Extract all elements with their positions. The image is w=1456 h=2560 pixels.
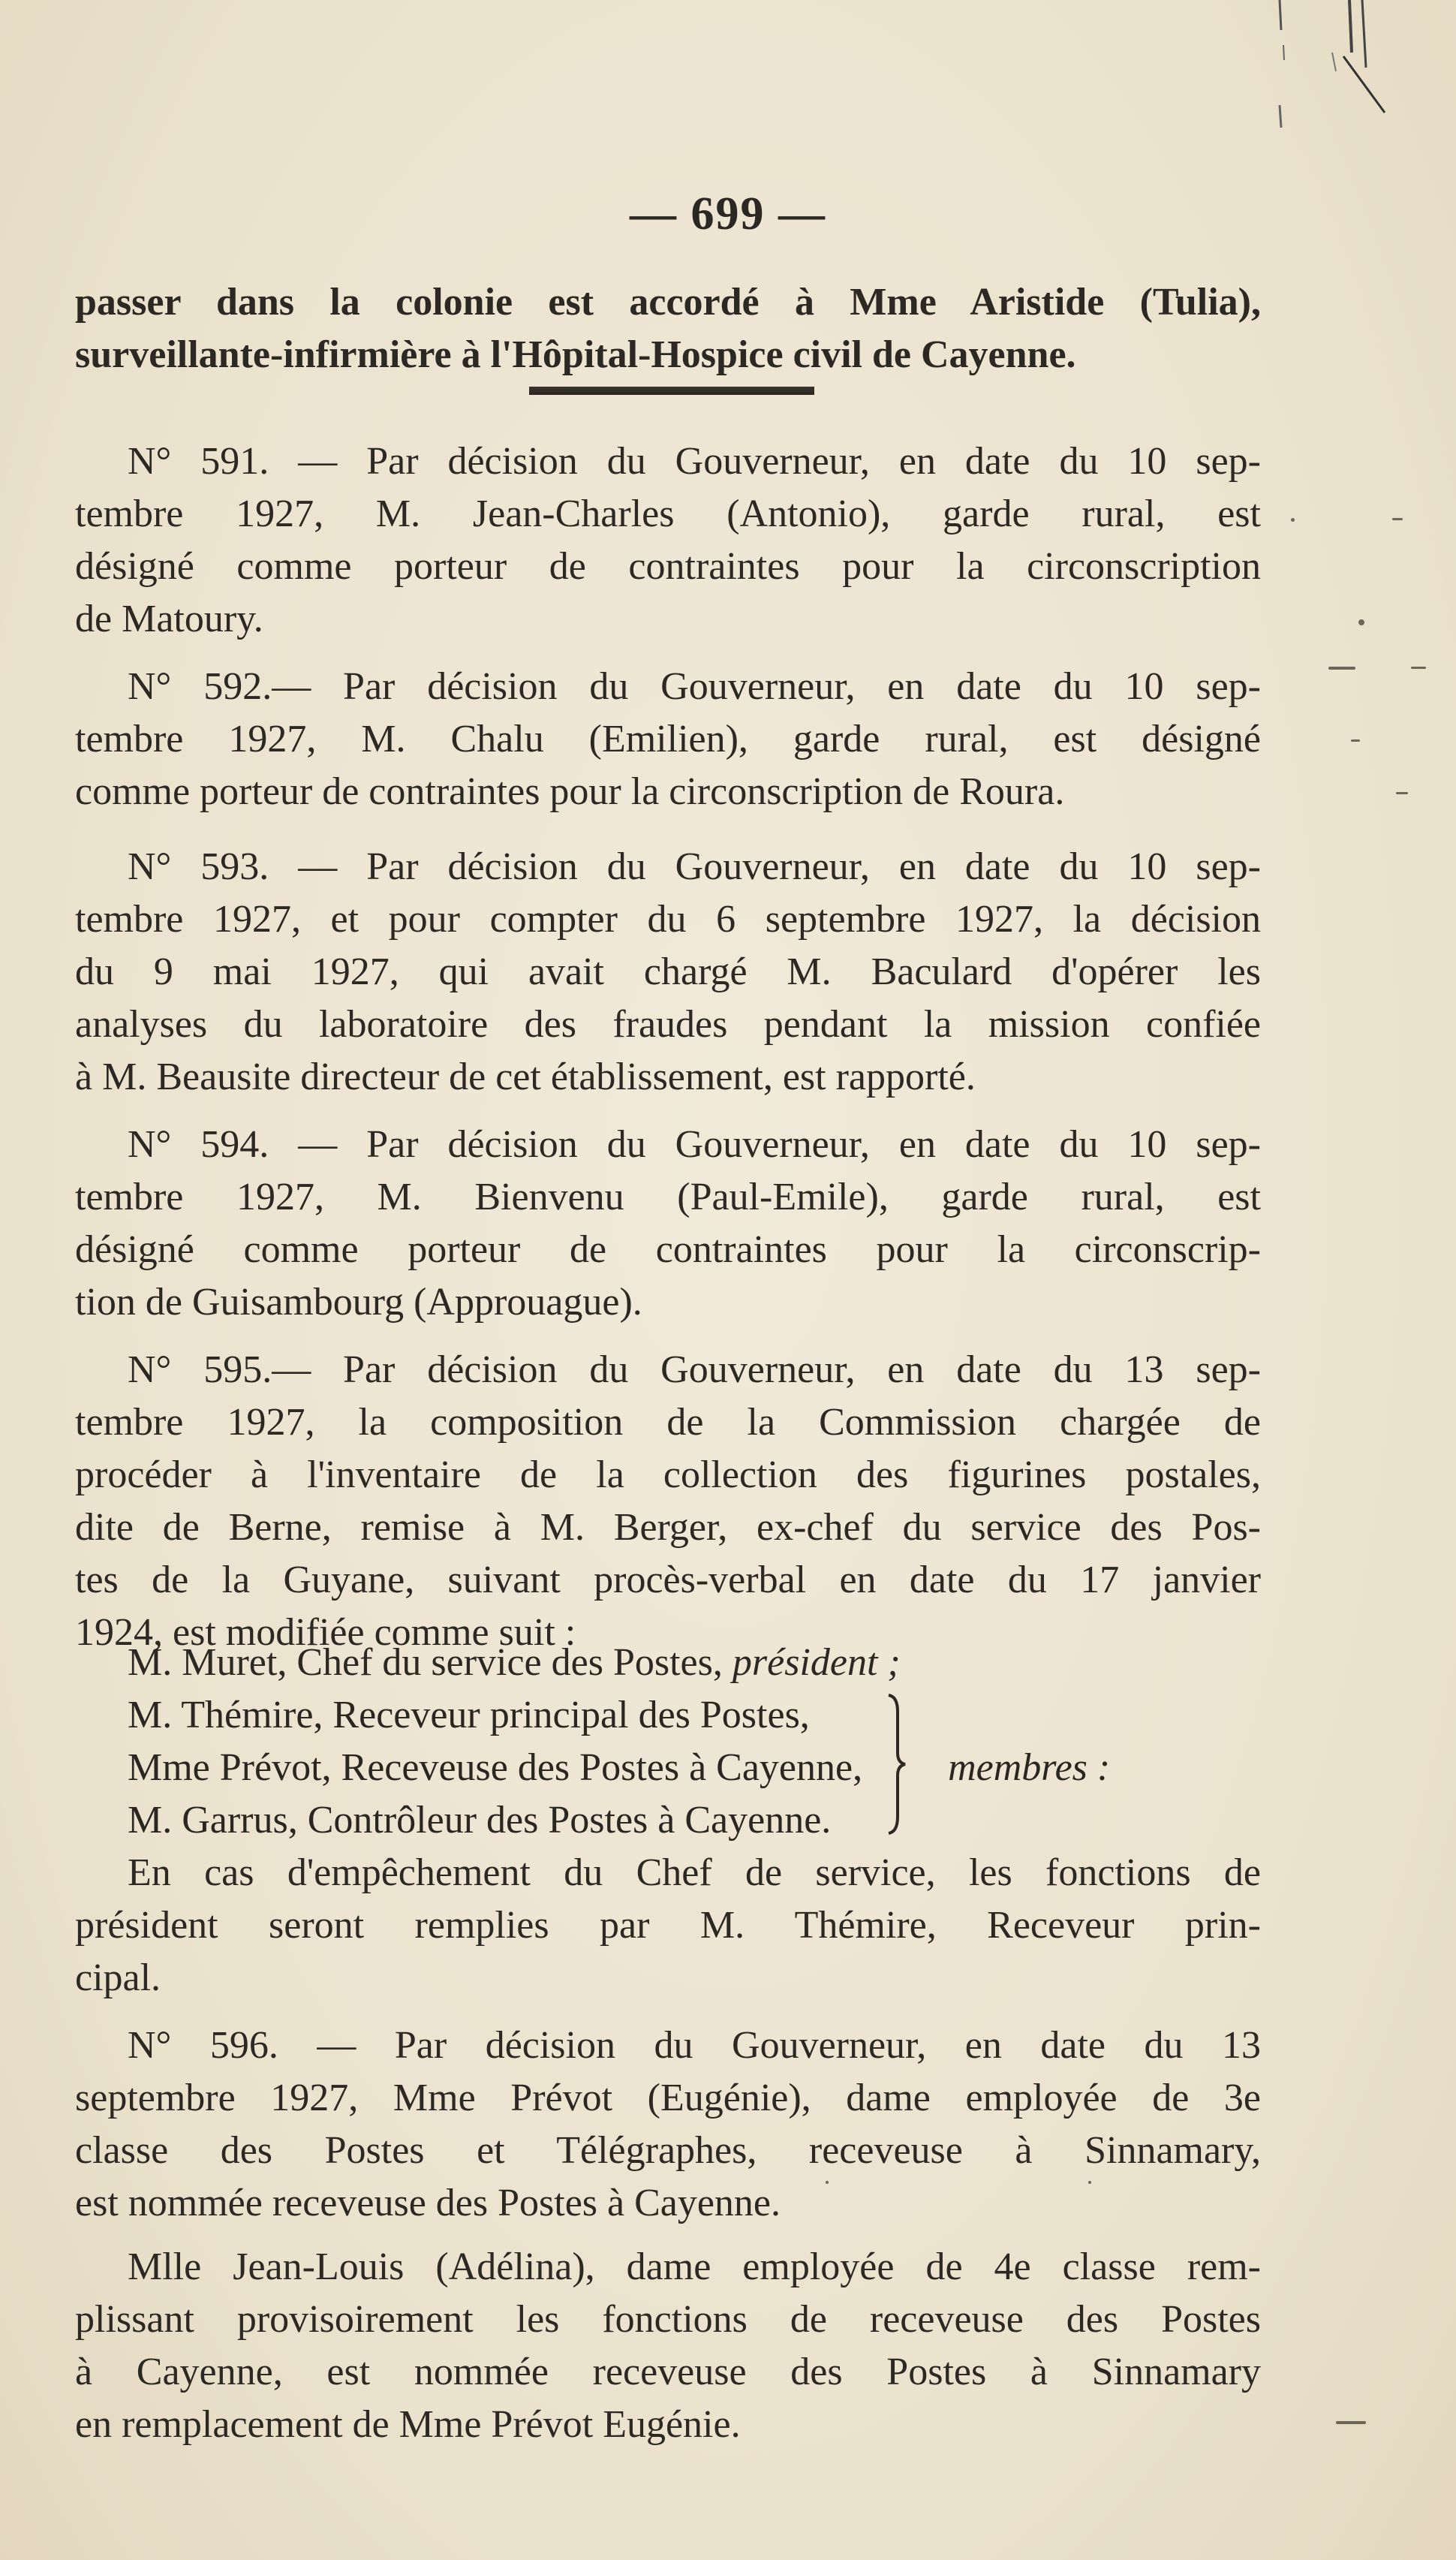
text-line: tembre 1927, M. Bienvenu (Paul-Emile), garde rural, est — [75, 1176, 1261, 1218]
text-line: en remplacement de Mme Prévot Eugénie. — [75, 2403, 741, 2446]
text-line: désigné comme porteur de contraintes pour la circonscription — [75, 545, 1261, 588]
text-line: N° 592.— Par décision du Gouverneur, en date du 10 sep- — [128, 665, 1261, 708]
paper-speck — [1328, 667, 1355, 670]
margin-pencil-marks — [1261, 0, 1396, 128]
text-line: N° 593. — Par décision du Gouverneur, en date du 10 sep- — [128, 845, 1261, 888]
decision-595 — [75, 1344, 1261, 1659]
decision-592 — [75, 661, 1261, 818]
president-role: président ; — [732, 1641, 901, 1684]
paper-speck — [1392, 518, 1403, 520]
members-lines — [75, 1689, 862, 1847]
text-line: procéder à l'inventaire de la collection des figurines postales, — [75, 1453, 1261, 1496]
paper-speck — [1411, 667, 1426, 669]
section-rule — [529, 387, 814, 395]
president-entry — [75, 1637, 1261, 1689]
text-line: passer dans la colonie est accordé à Mme Aristide (Tulia), — [75, 281, 1261, 324]
decision-596 — [75, 2019, 1261, 2230]
page-number: — 699 — — [630, 188, 826, 239]
members-list — [75, 1689, 1261, 1847]
text-line: désigné comme porteur de contraintes pour la circonscrip- — [75, 1228, 1261, 1271]
member-line: Mme Prévot, Receveuse des Postes à Cayenne, — [128, 1746, 863, 1789]
text-line: tembre 1927, M. Jean-Charles (Antonio), garde rural, est — [75, 492, 1261, 535]
decision-594 — [75, 1119, 1261, 1329]
text-line: plissant provisoirement les fonctions de receveuse des Postes — [75, 2298, 1261, 2341]
text-line: tes de la Guyane, suivant procès-verbal en date du 17 janvier — [75, 1559, 1261, 1601]
right-brace-icon — [886, 1689, 908, 1839]
paper-speck — [1358, 619, 1364, 625]
text-line: tembre 1927, la composition de la Commission chargée de — [75, 1401, 1261, 1444]
text-line: tembre 1927, M. Chalu (Emilien), garde rural, est désigné — [75, 718, 1261, 760]
text-line: de Matoury. — [75, 598, 263, 640]
text-line: Mlle Jean-Louis (Adélina), dame employée de 4e classe rem- — [128, 2245, 1261, 2288]
decision-595-end — [75, 1847, 1261, 2004]
text-line: à Cayenne, est nommée receveuse des Postes à Sinnamary — [75, 2351, 1261, 2393]
text-line: du 9 mai 1927, qui avait chargé M. Baculard d'opérer les — [75, 950, 1261, 993]
text-line: N° 595.— Par décision du Gouverneur, en date du 13 sep- — [128, 1348, 1261, 1391]
paper-speck — [1351, 739, 1360, 742]
text-line: classe des Postes et Télégraphes, receveuse à Sinnamary, — [75, 2129, 1261, 2172]
president-name: M. Muret, Chef du service des Postes, — [128, 1641, 723, 1684]
decision-591 — [75, 435, 1261, 646]
text-line: analyses du laboratoire des fraudes pendant la mission confiée — [75, 1003, 1261, 1046]
paper-speck — [826, 2181, 829, 2184]
member-line: M. Garrus, Contrôleur des Postes à Cayenne. — [128, 1799, 832, 1842]
text-line: N° 591. — Par décision du Gouverneur, en date du 10 sep- — [128, 440, 1261, 483]
paper-speck — [1291, 518, 1295, 522]
paper-speck — [1396, 792, 1408, 794]
decision-593 — [75, 841, 1261, 1104]
text-line: président seront remplies par M. Thémire, Receveur prin- — [75, 1904, 1261, 1947]
text-line — [75, 1637, 1261, 1689]
text-line: cipal. — [75, 1956, 161, 1999]
decision-596-continued — [75, 2241, 1261, 2451]
text-line: N° 594. — Par décision du Gouverneur, en date du 10 sep- — [128, 1123, 1261, 1166]
text-line: surveillante-infirmière à l'Hôpital-Hospice civil de Cayenne. — [75, 333, 1076, 376]
text-line: tion de Guisambourg (Approuague). — [75, 1281, 642, 1324]
member-line: M. Thémire, Receveur principal des Postes, — [128, 1694, 810, 1736]
paper-speck — [1088, 2181, 1091, 2184]
intro-paragraph — [75, 276, 1261, 381]
text-line: septembre 1927, Mme Prévot (Eugénie), dame employée de 3e — [75, 2077, 1261, 2119]
members-label: membres : — [948, 1746, 1111, 1789]
text-line: comme porteur de contraintes pour la circonscription de Roura. — [75, 770, 1065, 813]
text-line: est nommée receveuse des Postes à Cayenne. — [75, 2182, 781, 2224]
text-line: dite de Berne, remise à M. Berger, ex-chef du service des Pos- — [75, 1506, 1261, 1549]
text-line: tembre 1927, et pour compter du 6 septembre 1927, la décision — [75, 898, 1261, 941]
text-line: 1924, est modifiée comme suit : — [75, 1611, 576, 1654]
text-line: En cas d'empêchement du Chef de service, les fonctions de — [128, 1851, 1261, 1894]
text-line: N° 596. — Par décision du Gouverneur, en date du 13 — [128, 2024, 1261, 2067]
paper-speck — [1336, 2421, 1366, 2424]
text-line: à M. Beausite directeur de cet établissement, est rapporté. — [75, 1056, 976, 1098]
